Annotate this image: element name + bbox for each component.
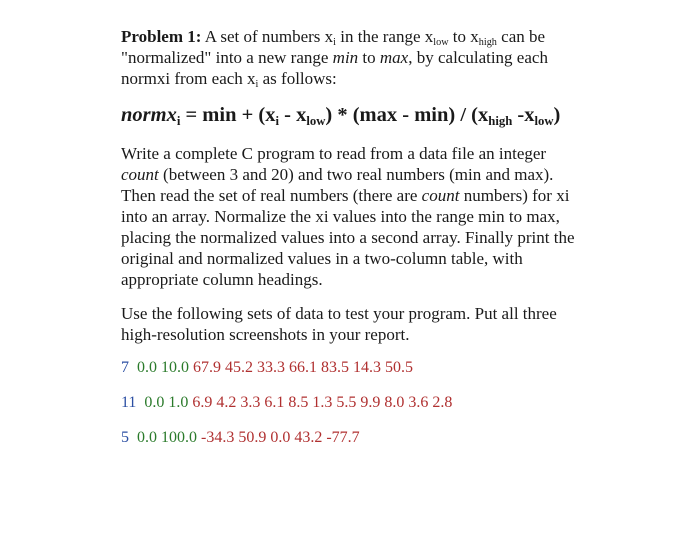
count-word: count xyxy=(421,186,460,205)
usage-instructions: Use the following sets of data to test your program. Put all three high-resolution screenshots in your report. xyxy=(121,304,557,344)
subscript-low: low xyxy=(534,113,554,128)
intro-text: to x xyxy=(448,27,479,46)
intro-text: to xyxy=(358,48,380,67)
task-text: numbers) for xi into an array. Normalize the xi values into the range min to max, placing the normalized values into a second array. Finally print the original and normalized values in a two-column table, with appropriate column headings. xyxy=(121,186,575,289)
dataset-values: -34.3 50.9 0.0 43.2 -77.7 xyxy=(201,429,360,446)
max-word: max xyxy=(379,48,409,67)
document-body xyxy=(121,26,581,448)
subscript-low: low xyxy=(433,37,449,49)
dataset-count: 5 xyxy=(121,429,129,446)
dataset-range: 0.0 1.0 xyxy=(144,394,189,411)
subscript-high: high xyxy=(478,37,497,49)
subscript-i: i xyxy=(176,113,181,128)
formula-lhs: normx xyxy=(121,104,177,126)
task-description xyxy=(121,143,581,290)
formula-part: ) xyxy=(553,104,561,126)
dataset-range: 0.0 10.0 xyxy=(137,359,189,376)
intro-text: as follows: xyxy=(258,69,337,88)
dataset-range: 0.0 100.0 xyxy=(137,429,197,446)
subscript-high: high xyxy=(488,113,513,128)
subscript-low: low xyxy=(306,113,326,128)
intro-text: in the range x xyxy=(336,27,434,46)
dataset-values: 67.9 45.2 33.3 66.1 83.5 14.3 50.5 xyxy=(193,359,413,376)
intro-text: can be "normalized" into a new range xyxy=(121,27,546,67)
intro-text: , by calculating each normxi from each x xyxy=(121,48,548,88)
formula-part: - x xyxy=(279,104,307,126)
formula-part: = min + (x xyxy=(180,104,276,126)
dataset-row xyxy=(121,428,581,448)
dataset-count: 11 xyxy=(121,394,137,411)
subscript-i: i xyxy=(333,37,337,49)
problem-label: Problem 1: xyxy=(121,27,202,46)
subscript-i: i xyxy=(275,113,280,128)
problem-statement xyxy=(121,26,581,89)
intro-text: A set of numbers x xyxy=(201,27,334,46)
formula-part: ) * (max - min) / (x xyxy=(325,104,489,126)
task-text: Write a complete C program to read from a data file an integer xyxy=(121,144,547,163)
task-text: (between 3 and 20) and two real numbers (min and max). Then read the set of real numbers (there are xyxy=(121,165,554,205)
normalization-formula xyxy=(121,102,581,128)
count-word: count xyxy=(121,165,159,184)
dataset-row xyxy=(121,358,581,378)
dataset-count: 7 xyxy=(121,359,129,376)
formula-part: -x xyxy=(512,104,535,126)
dataset-row xyxy=(121,393,581,413)
dataset-values: 6.9 4.2 3.3 6.1 8.5 1.3 5.5 9.9 8.0 3.6 2.8 xyxy=(192,394,453,411)
min-word: min xyxy=(332,48,359,67)
subscript-i: i xyxy=(255,79,259,91)
